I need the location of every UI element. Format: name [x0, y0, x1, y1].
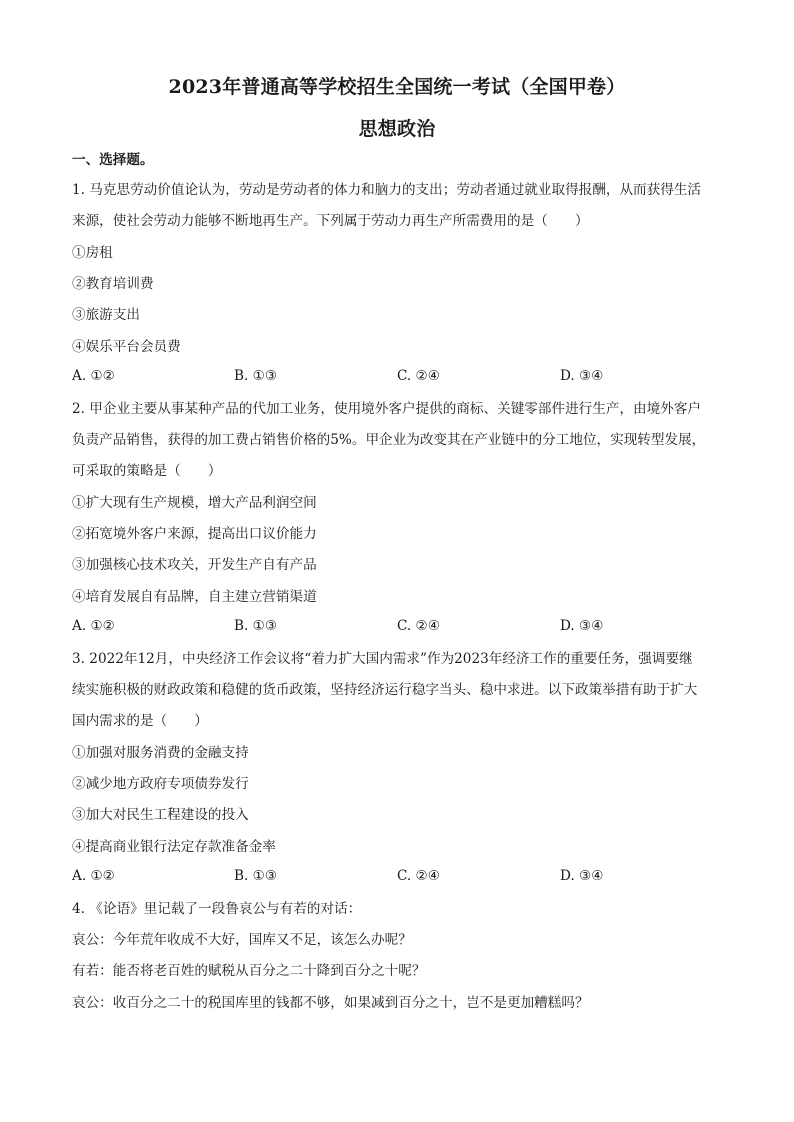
question-4-dialogue-2: 有若：能否将老百姓的赋税从百分之二十降到百分之十呢？: [72, 963, 426, 979]
question-1-option-a[interactable]: A. ①②: [72, 368, 115, 384]
exam-title: 2023年普通高等学校招生全国统一考试（全国甲卷）: [168, 76, 626, 98]
question-1-option-d[interactable]: D. ③④: [560, 368, 604, 384]
question-3-item-1: ①加强对服务消费的金融支持: [72, 745, 249, 761]
question-2-item-4: ④培育发展自有品牌，自主建立营销渠道: [72, 589, 317, 605]
question-3-option-d[interactable]: D. ③④: [560, 868, 604, 884]
section-heading: 一、选择题。: [72, 152, 154, 168]
question-3-option-a[interactable]: A. ①②: [72, 868, 115, 884]
question-2-option-b[interactable]: B. ①③: [234, 618, 278, 634]
question-1-option-b[interactable]: B. ①③: [234, 368, 278, 384]
question-1-item-1: ①房租: [72, 245, 113, 261]
question-2-option-a[interactable]: A. ①②: [72, 618, 115, 634]
question-3-option-b[interactable]: B. ①③: [234, 868, 278, 884]
question-2-stem-line-3: 可采取的策略是（ ）: [72, 463, 222, 479]
question-2-stem-line-2: 负责产品销售，获得的加工费占销售价格的5%。甲企业为改变其在产业链中的分工地位，实现转型发展，: [72, 432, 706, 448]
question-4-dialogue-3: 哀公：收百分之二十的税国库里的钱都不够，如果减到百分之十，岂不是更加糟糕吗？: [72, 995, 589, 1011]
question-1-stem-line-1: 1. 马克思劳动价值论认为，劳动是劳动者的体力和脑力的支出；劳动者通过就业取得报酬，从而获得生活: [72, 182, 702, 198]
question-2-option-c[interactable]: C. ②④: [397, 618, 440, 634]
question-3-options: [72, 868, 732, 888]
question-2-item-1: ①扩大现有生产规模，增大产品利润空间: [72, 495, 317, 511]
question-1-item-3: ③旅游支出: [72, 307, 140, 323]
subject-title: 思想政治: [358, 118, 436, 140]
question-3-item-3: ③加大对民生工程建设的投入: [72, 807, 249, 823]
question-4-dialogue-1: 哀公：今年荒年收成不大好，国库又不足，该怎么办呢？: [72, 932, 412, 948]
question-3-option-c[interactable]: C. ②④: [397, 868, 440, 884]
question-1-item-4: ④娱乐平台会员费: [72, 339, 181, 355]
question-3-stem-line-2: 续实施积极的财政政策和稳健的货币政策，坚持经济运行稳字当头、稳中求进。以下政策举措有助于扩大: [72, 682, 698, 698]
question-2-options: [72, 618, 732, 638]
question-1-options: [72, 368, 732, 388]
question-2-stem-line-1: 2. 甲企业主要从事某种产品的代加工业务，使用境外客户提供的商标、关键零部件进行生产，由境外客户: [72, 401, 702, 417]
question-3-stem-line-1: 3. 2022年12月，中央经济工作会议将“着力扩大国内需求”作为2023年经济工作的重要任务，强调要继: [72, 651, 693, 667]
question-3-item-4: ④提高商业银行法定存款准备金率: [72, 839, 276, 855]
question-2-option-d[interactable]: D. ③④: [560, 618, 604, 634]
question-4-stem-line-1: 4. 《论语》里记载了一段鲁哀公与有若的对话：: [72, 901, 362, 917]
question-1-item-2: ②教育培训费: [72, 276, 154, 292]
question-1-option-c[interactable]: C. ②④: [397, 368, 440, 384]
question-1-stem-line-2: 来源，使社会劳动力能够不断地再生产。下列属于劳动力再生产所需费用的是（ ）: [72, 213, 589, 229]
question-2-item-2: ②拓宽境外客户来源，提高出口议价能力: [72, 526, 317, 542]
question-2-item-3: ③加强核心技术攻关，开发生产自有产品: [72, 557, 317, 573]
question-3-stem-line-3: 国内需求的是（ ）: [72, 713, 208, 729]
question-3-item-2: ②减少地方政府专项债券发行: [72, 776, 249, 792]
